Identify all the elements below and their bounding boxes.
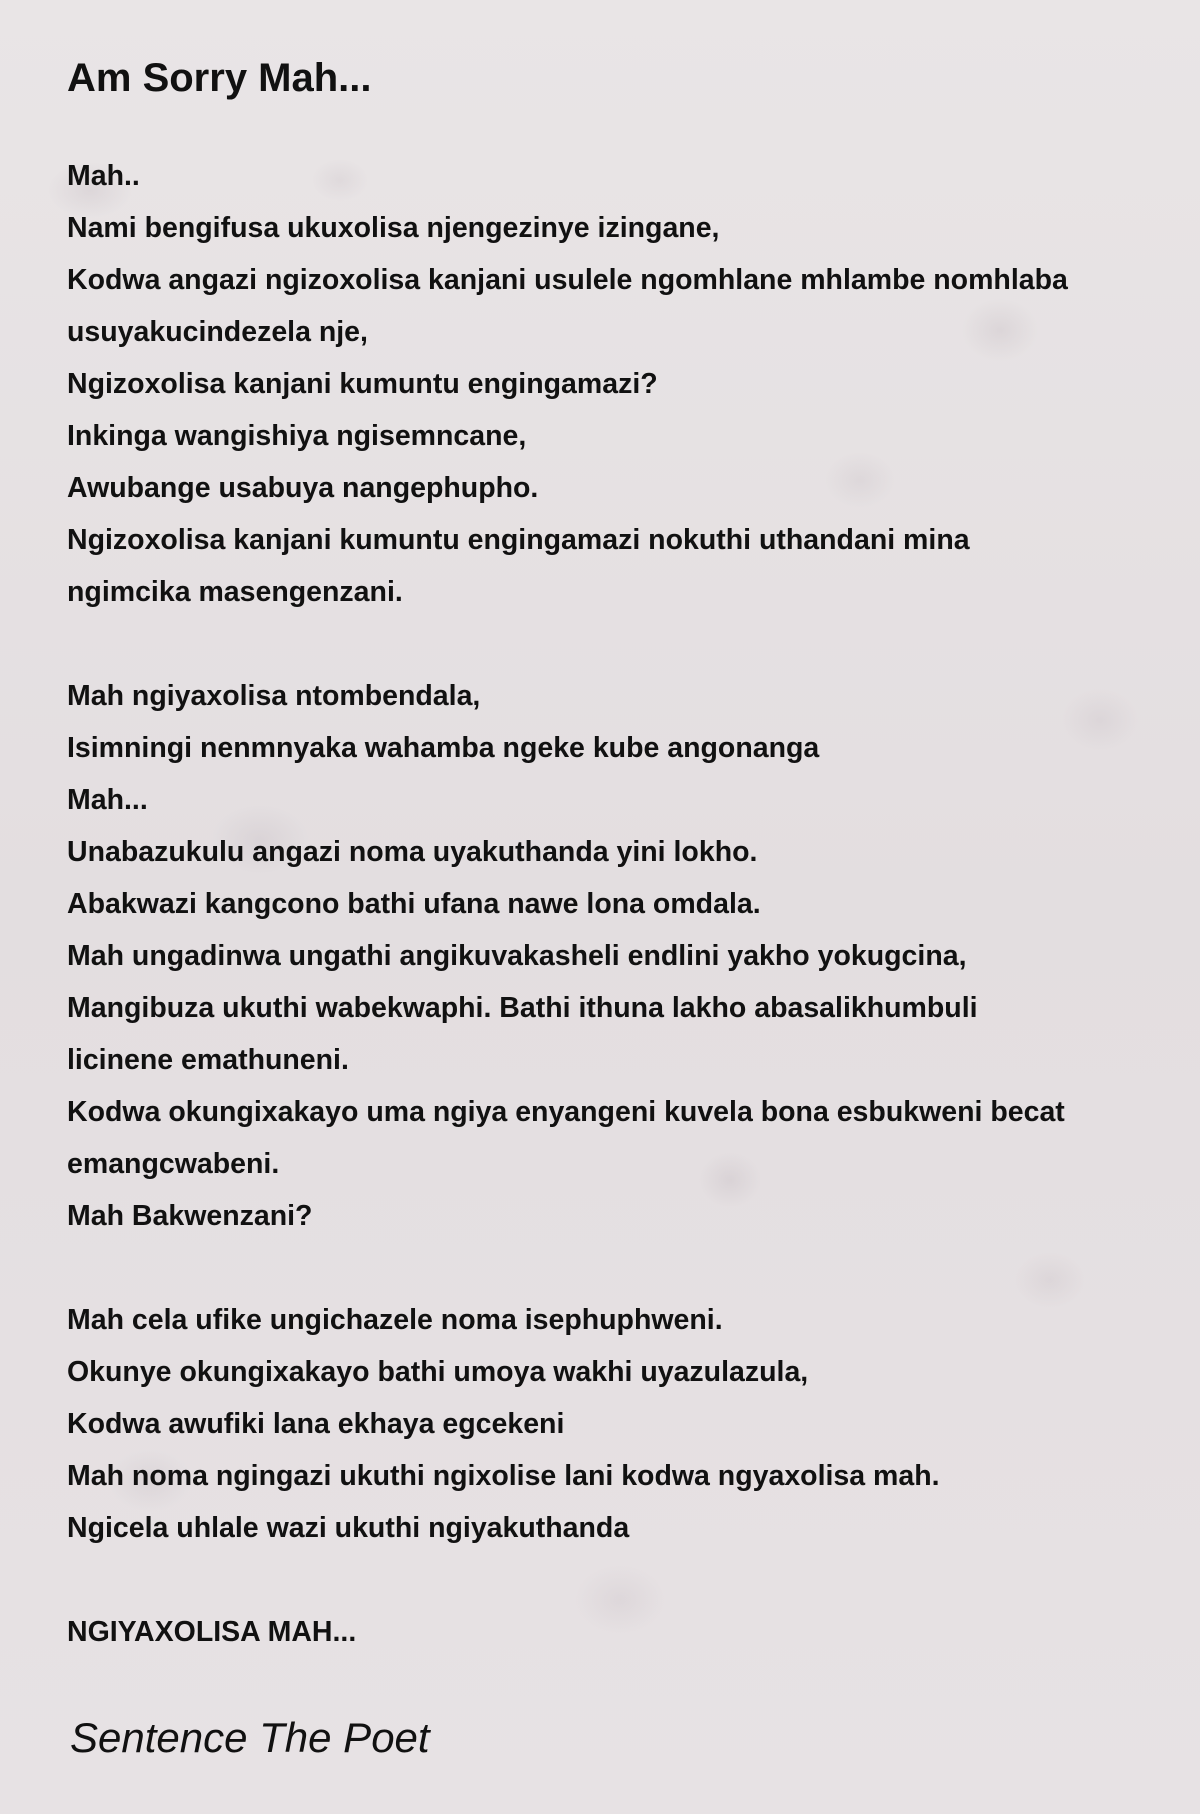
poem-line: Mah... — [67, 784, 148, 816]
poem-line: Kodwa okungixakayo uma ngiya enyangeni kuvela bona esbukweni becat — [67, 1096, 1065, 1128]
poem-line: Abakwazi kangcono bathi ufana nawe lona omdala. — [67, 888, 761, 920]
poem-line: emangcwabeni. — [67, 1148, 280, 1180]
poem-line: Mah cela ufike ungichazele noma isephuphweni. — [67, 1304, 723, 1336]
poem-line: licinene emathuneni. — [67, 1044, 349, 1076]
poem-line: Unabazukulu angazi noma uyakuthanda yini lokho. — [67, 836, 758, 868]
poem-line: NGIYAXOLISA MAH... — [67, 1616, 357, 1648]
poem-line: Kodwa angazi ngizoxolisa kanjani usulele ngomhlane mhlambe nomhlaba — [67, 264, 1068, 296]
poem-line: Mangibuza ukuthi wabekwaphi. Bathi ithuna lakho abasalikhumbuli — [67, 992, 978, 1024]
poem-author: Sentence The Poet — [70, 1714, 430, 1761]
poem-line: Ngizoxolisa kanjani kumuntu engingamazi nokuthi uthandani mina — [67, 524, 970, 556]
poem-line: Awubange usabuya nangephupho. — [67, 472, 539, 504]
poem-title: Am Sorry Mah... — [67, 56, 372, 100]
poem-line: Mah ngiyaxolisa ntombendala, — [67, 680, 481, 712]
stanza-1 — [67, 150, 1200, 618]
poem-line: Mah.. — [67, 160, 140, 192]
poem-body — [67, 150, 1200, 1710]
poem-line: usuyakucindezela nje, — [67, 316, 368, 348]
poem-line: Okunye okungixakayo bathi umoya wakhi uyazulazula, — [67, 1356, 809, 1388]
poem-line: Ngizoxolisa kanjani kumuntu engingamazi? — [67, 368, 658, 400]
poem-line: Nami bengifusa ukuxolisa njengezinye izingane, — [67, 212, 720, 244]
poem-line: ngimcika masengenzani. — [67, 576, 403, 608]
poem-line: Isimningi nenmnyaka wahamba ngeke kube angonanga — [67, 732, 820, 764]
poem-line: Mah ungadinwa ungathi angikuvakasheli endlini yakho yokugcina, — [67, 940, 967, 972]
poem-line: Inkinga wangishiya ngisemncane, — [67, 420, 527, 452]
poem-line: Kodwa awufiki lana ekhaya egcekeni — [67, 1408, 565, 1440]
poem-line: Mah noma ngingazi ukuthi ngixolise lani kodwa ngyaxolisa mah. — [67, 1460, 940, 1492]
stanza-2 — [67, 670, 1200, 1242]
poem-line: Mah Bakwenzani? — [67, 1200, 313, 1232]
poem-line: Ngicela uhlale wazi ukuthi ngiyakuthanda — [67, 1512, 630, 1544]
stanza-4 — [67, 1606, 1200, 1658]
stanza-3 — [67, 1294, 1200, 1554]
